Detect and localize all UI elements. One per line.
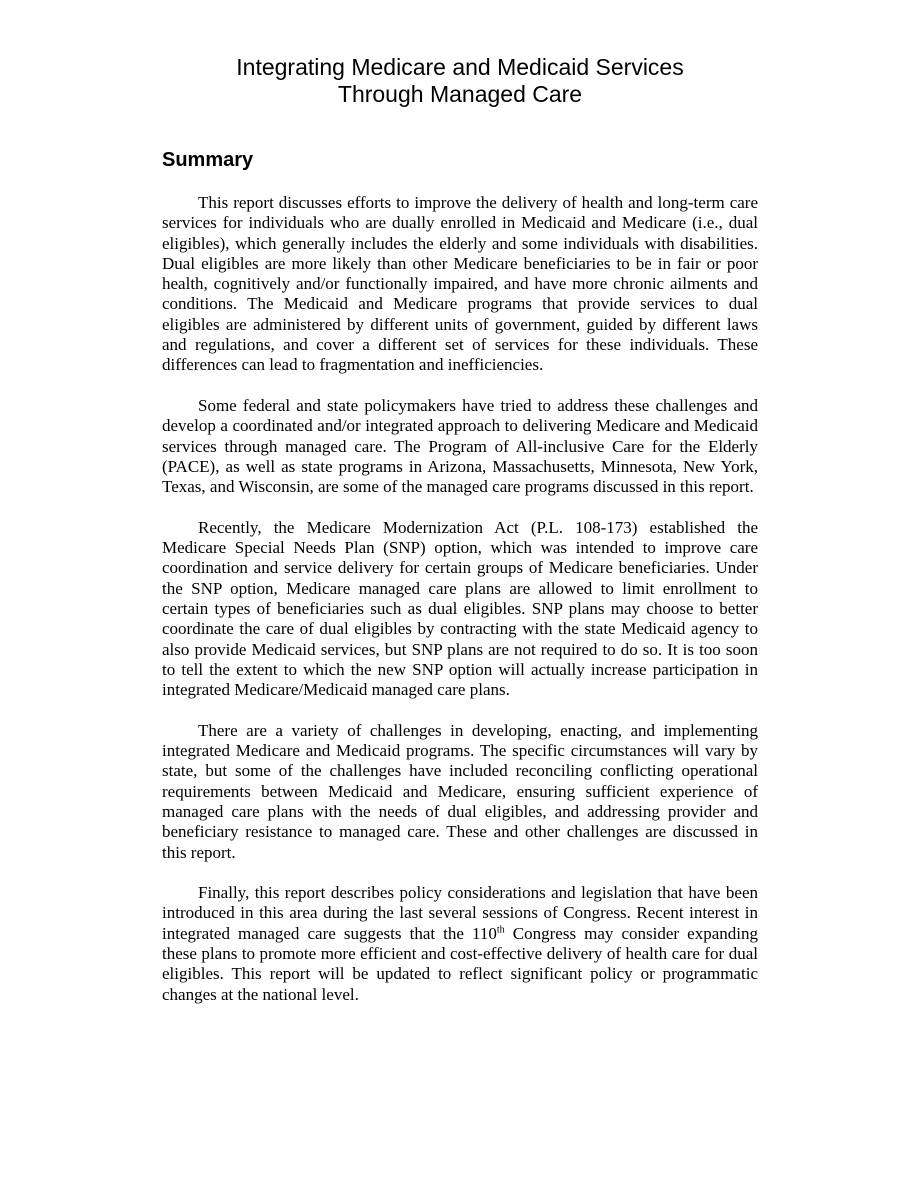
document-title — [0, 54, 920, 108]
summary-paragraph-1: This report discusses efforts to improve the delivery of health and long-term care services for individuals who are dually enrolled in Medicaid and Medicare (i.e., dual eligibles), which generally includes the elderly and some individuals with disabilities. Dual eligibles are more likely than other Medicare beneficiaries to be in fair or poor health, cognitively and/or functionally impaired, and have more chronic ailments and conditions. The Medicaid and Medicare programs that provide services to dual eligibles are administered by different units of government, guided by different laws and regulations, and cover a different set of services for these individuals. These differences can lead to fragmentation and inefficiencies. — [162, 193, 758, 375]
paragraph-5-text-start: Finally, this report describes policy considerations and legislation that have been introduced in this area during the last several sessions of Congress. Recent interest in integrated managed care suggests that the 110 — [162, 883, 758, 943]
summary-heading: Summary — [162, 149, 254, 171]
summary-paragraph-3: Recently, the Medicare Modernization Act (P.L. 108-173) established the Medicare Special Needs Plan (SNP) option, which was intended to improve care coordination and service delivery for certain groups of Medicare beneficiaries. Under the SNP option, Medicare managed care plans are allowed to limit enrollment to certain types of beneficiaries such as dual eligibles. SNP plans may choose to better coordinate the care of dual eligibles by contracting with the state Medicaid agency to also provide Medicaid services, but SNP plans are not required to do so. It is too soon to tell the extent to which the new SNP option will actually increase participation in integrated Medicare/Medicaid managed care plans. — [162, 517, 758, 700]
ordinal-superscript: th — [496, 924, 505, 936]
summary-paragraph-5 — [162, 883, 758, 1005]
summary-paragraph-4: There are a variety of challenges in developing, enacting, and implementing integrated Medicare and Medicaid programs. The specific circumstances will vary by state, but some of the challenges have included reconciling conflicting operational requirements between Medicaid and Medicare, ensuring sufficient experience of managed care plans with the needs of dual eligibles, and addressing provider and beneficiary resistance to managed care. These and other challenges are discussed in this report. — [162, 720, 758, 862]
summary-paragraph-2: Some federal and state policymakers have tried to address these challenges and develop a coordinated and/or integrated approach to delivering Medicare and Medicaid services through managed care. The Program of All-inclusive Care for the Elderly (PACE), as well as state programs in Arizona, Massachusetts, Minnesota, New York, Texas, and Wisconsin, are some of the managed care programs discussed in this report. — [162, 395, 758, 497]
summary-body — [162, 193, 758, 1025]
title-line-1: Integrating Medicare and Medicaid Services — [236, 54, 684, 80]
title-line-2: Through Managed Care — [337, 81, 583, 107]
paragraph-5-text-end: Congress may consider expanding these plans to promote more efficient and cost-effective delivery of health care for dual eligibles. This report will be updated to reflect significant policy or programmatic changes at the national level. — [162, 923, 758, 1004]
